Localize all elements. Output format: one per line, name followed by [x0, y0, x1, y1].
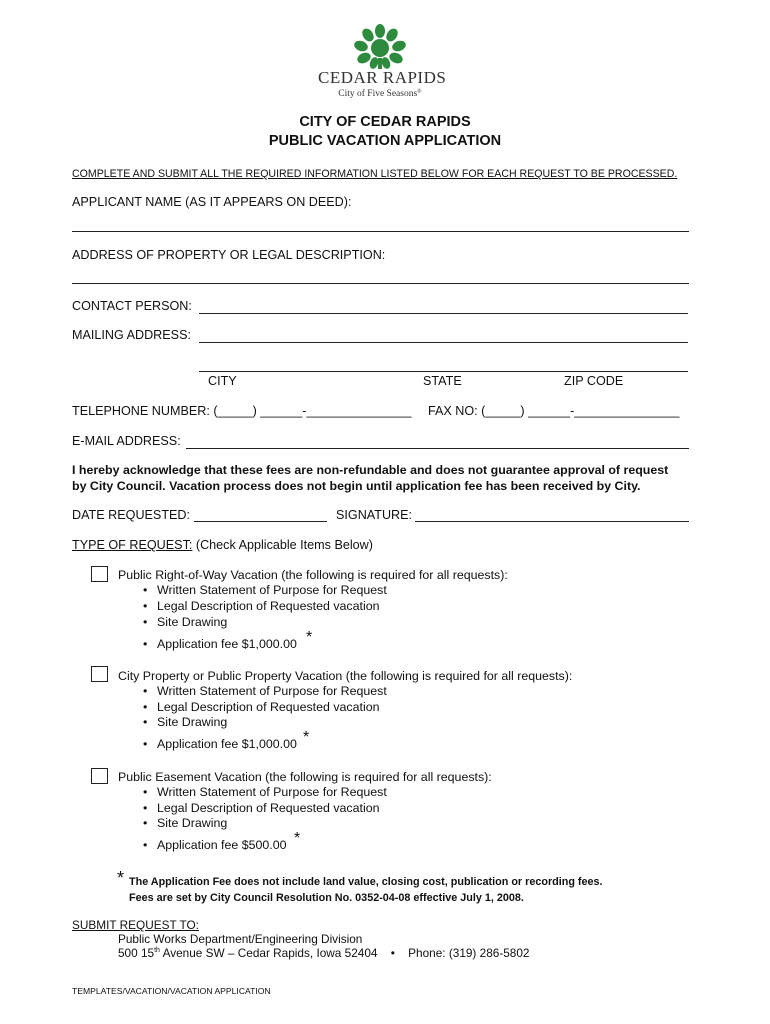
- contact-person-field[interactable]: [199, 313, 688, 314]
- footer-path: TEMPLATES/VACATION/VACATION APPLICATION: [72, 986, 271, 996]
- option-right-of-way-label: Public Right-of-Way Vacation (the following is required for all requests):: [118, 568, 508, 582]
- fee-asterisk: *: [294, 830, 301, 847]
- fee-item: • Application fee $500.00: [157, 838, 287, 852]
- fee-note-line-2: Fees are set by City Council Resolution No. 0352-04-08 effective July 1, 2008.: [129, 892, 524, 904]
- note-asterisk: *: [117, 868, 125, 888]
- requirement-item: • Legal Description of Requested vacation: [157, 801, 379, 815]
- requirement-item: • Written Statement of Purpose for Request: [157, 583, 387, 597]
- option-city-property-checkbox[interactable]: [91, 666, 108, 682]
- mailing-address-label: MAILING ADDRESS:: [72, 328, 191, 342]
- brand-wordmark: CEDAR RAPIDS: [318, 68, 447, 87]
- applicant-name-field[interactable]: [72, 231, 689, 232]
- requirement-item: • Site Drawing: [157, 816, 227, 830]
- type-of-request-heading: TYPE OF REQUEST: (Check Applicable Items Below): [72, 538, 373, 552]
- email-field[interactable]: [186, 448, 689, 449]
- brand-tagline: City of Five Seasons®: [338, 89, 422, 99]
- address-field[interactable]: [72, 283, 689, 284]
- page-subtitle: PUBLIC VACATION APPLICATION: [268, 133, 502, 149]
- mailing-address-field[interactable]: [199, 342, 688, 343]
- city-label: CITY: [208, 374, 237, 388]
- requirement-item: • Legal Description of Requested vacation: [157, 700, 379, 714]
- option-city-property-label: City Property or Public Property Vacation (the following is required for all requests):: [118, 669, 573, 683]
- submit-address: 500 15th Avenue SW – Cedar Rapids, Iowa 52404 • Phone: (319) 286-5802: [118, 946, 530, 960]
- address-label: ADDRESS OF PROPERTY OR LEGAL DESCRIPTION:: [72, 248, 386, 262]
- applicant-name-label: APPLICANT NAME (AS IT APPEARS ON DEED):: [72, 195, 352, 209]
- acknowledgement-line-2: by City Council. Vacation process does not begin until application fee has been received by City.: [72, 479, 641, 493]
- fee-item: • Application fee $1,000.00: [157, 637, 297, 651]
- requirement-item: • Site Drawing: [157, 615, 227, 629]
- contact-person-label: CONTACT PERSON:: [72, 299, 192, 313]
- page-title: CITY OF CEDAR RAPIDS: [299, 114, 471, 130]
- fee-item: • Application fee $1,000.00: [157, 737, 297, 751]
- signature-field[interactable]: [415, 521, 689, 522]
- acknowledgement-line-1: I hereby acknowledge that these fees are non-refundable and does not guarantee approval of request: [72, 463, 669, 477]
- option-right-of-way-checkbox[interactable]: [91, 566, 108, 582]
- option-easement-label: Public Easement Vacation (the following is required for all requests):: [118, 770, 492, 784]
- fee-note-line-1: The Application Fee does not include land value, closing cost, publication or recording fees.: [129, 876, 603, 888]
- requirement-item: • Legal Description of Requested vacation: [157, 599, 379, 613]
- submit-department: Public Works Department/Engineering Division: [118, 932, 363, 946]
- requirement-item: • Site Drawing: [157, 715, 227, 729]
- email-label: E-MAIL ADDRESS:: [72, 434, 181, 448]
- telephone-field[interactable]: TELEPHONE NUMBER: (_____) ______-_______________: [72, 404, 412, 418]
- fee-asterisk: *: [306, 629, 313, 646]
- city-state-zip-field[interactable]: [199, 371, 688, 372]
- fax-field[interactable]: FAX NO: (_____) ______-_______________: [428, 404, 680, 418]
- zip-label: ZIP CODE: [564, 374, 624, 388]
- signature-label: SIGNATURE:: [336, 508, 413, 522]
- requirement-item: • Written Statement of Purpose for Request: [157, 684, 387, 698]
- requirement-item: • Written Statement of Purpose for Request: [157, 785, 387, 799]
- fee-asterisk: *: [303, 729, 310, 746]
- date-requested-field[interactable]: [194, 521, 327, 522]
- state-label: STATE: [423, 374, 462, 388]
- city-logo: [318, 22, 447, 106]
- date-requested-label: DATE REQUESTED:: [72, 508, 191, 522]
- submit-heading: SUBMIT REQUEST TO:: [72, 918, 199, 932]
- instructions-notice: COMPLETE AND SUBMIT ALL THE REQUIRED INFORMATION LISTED BELOW FOR EACH REQUEST TO BE PROCESSED.: [72, 168, 678, 180]
- option-easement-checkbox[interactable]: [91, 768, 108, 784]
